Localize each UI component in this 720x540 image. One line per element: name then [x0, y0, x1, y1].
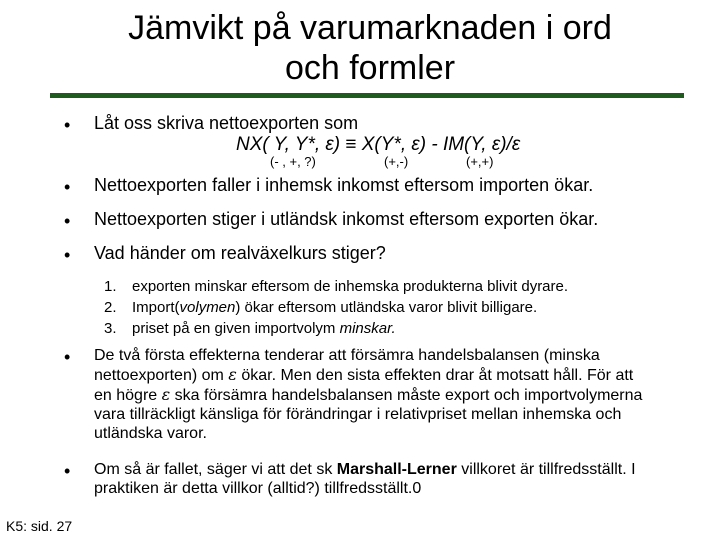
paragraph-marshall-lerner: Om så är fallet, säger vi att det sk Marshall-Lerner villkoret är tillfredsställt. I praktiken är detta villkor (alltid?) tillfredsställt.0: [94, 461, 636, 497]
list-item: 2. Import(volymen) ökar eftersom utländska varor blivit billigare.: [104, 299, 538, 316]
bullet-1-text: Låt oss skriva nettoexporten som: [94, 113, 359, 133]
bullet-dot: •: [64, 461, 71, 481]
bullet-dot: •: [64, 115, 71, 135]
im-sign-annotation: (+,+): [466, 154, 494, 169]
netexport-formula: NX( Y, Y*, ε) ≡ X(Y*, ε) - IM(Y, ε)/ε: [236, 134, 521, 155]
bullet-dot: •: [64, 245, 71, 265]
title-line-2: och formler: [284, 49, 456, 87]
title-divider: [50, 93, 684, 98]
nx-sign-annotation: (- , +, ?): [270, 154, 316, 169]
bullet-2-text: Nettoexporten faller i inhemsk inkomst eftersom importen ökar.: [94, 175, 594, 195]
bullet-dot: •: [64, 177, 71, 197]
bullet-dot: •: [64, 211, 71, 231]
slide-title: [60, 8, 680, 88]
list-item: 1. exporten minskar eftersom de inhemska produkterna blivit dyrare.: [104, 278, 569, 295]
bullet-4-text: Vad händer om realväxelkurs stiger?: [94, 243, 386, 263]
page-reference: K5: sid. 27: [6, 518, 73, 534]
x-sign-annotation: (+,-): [384, 154, 409, 169]
list-item: 3. priset på en given importvolym minskar.: [104, 320, 396, 337]
paragraph-trade-balance: De två första effekterna tenderar att försämra handelsbalansen (minska nettoexporten) om ε ökar. Men den sista effekten drar åt motsatt håll. För att en högre ε ska försämra handelsbalansen måste export och importvolymerna vara tillräckligt känsliga för förändringar i relativpriset mellan inhemska och utländska varor.: [94, 347, 643, 442]
bullet-3-text: Nettoexporten stiger i utländsk inkomst eftersom exporten ökar.: [94, 209, 599, 229]
bullet-dot: •: [64, 347, 71, 367]
title-line-1: Jämvikt på varumarknaden i ord: [128, 9, 612, 47]
